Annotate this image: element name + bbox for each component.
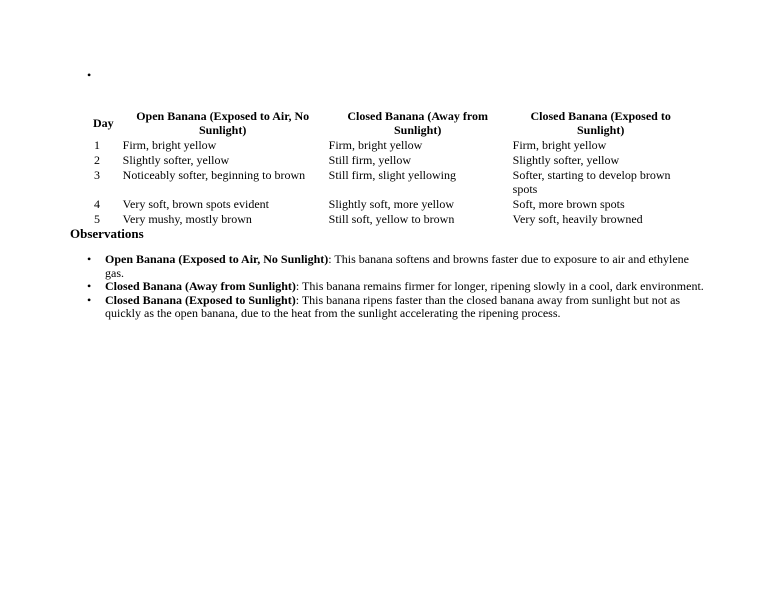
observation-text: : This banana ripens faster than the closed banana away from sunlight but not as quickly as the open banana, due to the heat from the sunlight accelerating the ripening process.: [105, 292, 681, 320]
day-cell: 1: [94, 138, 100, 152]
list-item: [87, 253, 707, 280]
empty-list-bullet: •: [87, 68, 92, 82]
closed-away-cell: Still firm, slight yellowing: [328, 168, 457, 182]
header-closed-away: Closed Banana (Away from Sunlight): [347, 109, 488, 137]
day-cell: 4: [94, 197, 100, 211]
open-banana-cell: Slightly softer, yellow: [122, 153, 230, 167]
closed-sunlight-cell: Softer, starting to develop brown spots: [512, 168, 671, 196]
closed-away-cell: Still soft, yellow to brown: [328, 212, 455, 226]
closed-sunlight-cell: Soft, more brown spots: [512, 197, 625, 211]
table-row: [90, 138, 692, 153]
closed-sunlight-cell: Very soft, heavily browned: [512, 212, 643, 226]
table-row: [90, 168, 692, 197]
header-closed-sunlight: Closed Banana (Exposed to Sunlight): [530, 109, 671, 137]
open-banana-cell: Firm, bright yellow: [122, 138, 217, 152]
observation-text: : This banana softens and browns faster due to exposure to air and ethylene gas.: [105, 252, 689, 280]
header-day: Day: [93, 116, 114, 130]
header-open-banana: Open Banana (Exposed to Air, No Sunlight): [136, 109, 310, 137]
observations-heading: Observations: [70, 226, 144, 241]
open-banana-cell: Very mushy, mostly brown: [122, 212, 252, 226]
closed-away-cell: Firm, bright yellow: [328, 138, 423, 152]
ripening-table: [90, 108, 692, 227]
observation-term: Open Banana (Exposed to Air, No Sunlight): [105, 252, 329, 266]
observations-list: [87, 253, 707, 321]
table-header-row: [90, 108, 692, 138]
bullet-marker: •: [87, 252, 92, 266]
day-cell: 5: [94, 212, 100, 226]
day-cell: 3: [94, 168, 100, 182]
list-item: [87, 294, 707, 321]
table-row: [90, 212, 692, 227]
day-cell: 2: [94, 153, 100, 167]
observation-text: : This banana remains firmer for longer, ripening slowly in a cool, dark environment.: [295, 279, 704, 293]
list-item: [87, 280, 707, 294]
closed-sunlight-cell: Firm, bright yellow: [512, 138, 607, 152]
bullet-marker: •: [87, 279, 92, 293]
closed-away-cell: Slightly soft, more yellow: [328, 197, 454, 211]
table-row: [90, 197, 692, 212]
open-banana-cell: Very soft, brown spots evident: [122, 197, 269, 211]
closed-sunlight-cell: Slightly softer, yellow: [512, 153, 620, 167]
observation-term: Closed Banana (Exposed to Sunlight): [105, 292, 296, 307]
observation-term: Closed Banana (Away from Sunlight): [105, 279, 296, 293]
closed-away-cell: Still firm, yellow: [328, 153, 412, 167]
bullet-marker: •: [87, 292, 92, 307]
open-banana-cell: Noticeably softer, beginning to brown: [122, 168, 306, 182]
table-row: [90, 153, 692, 168]
